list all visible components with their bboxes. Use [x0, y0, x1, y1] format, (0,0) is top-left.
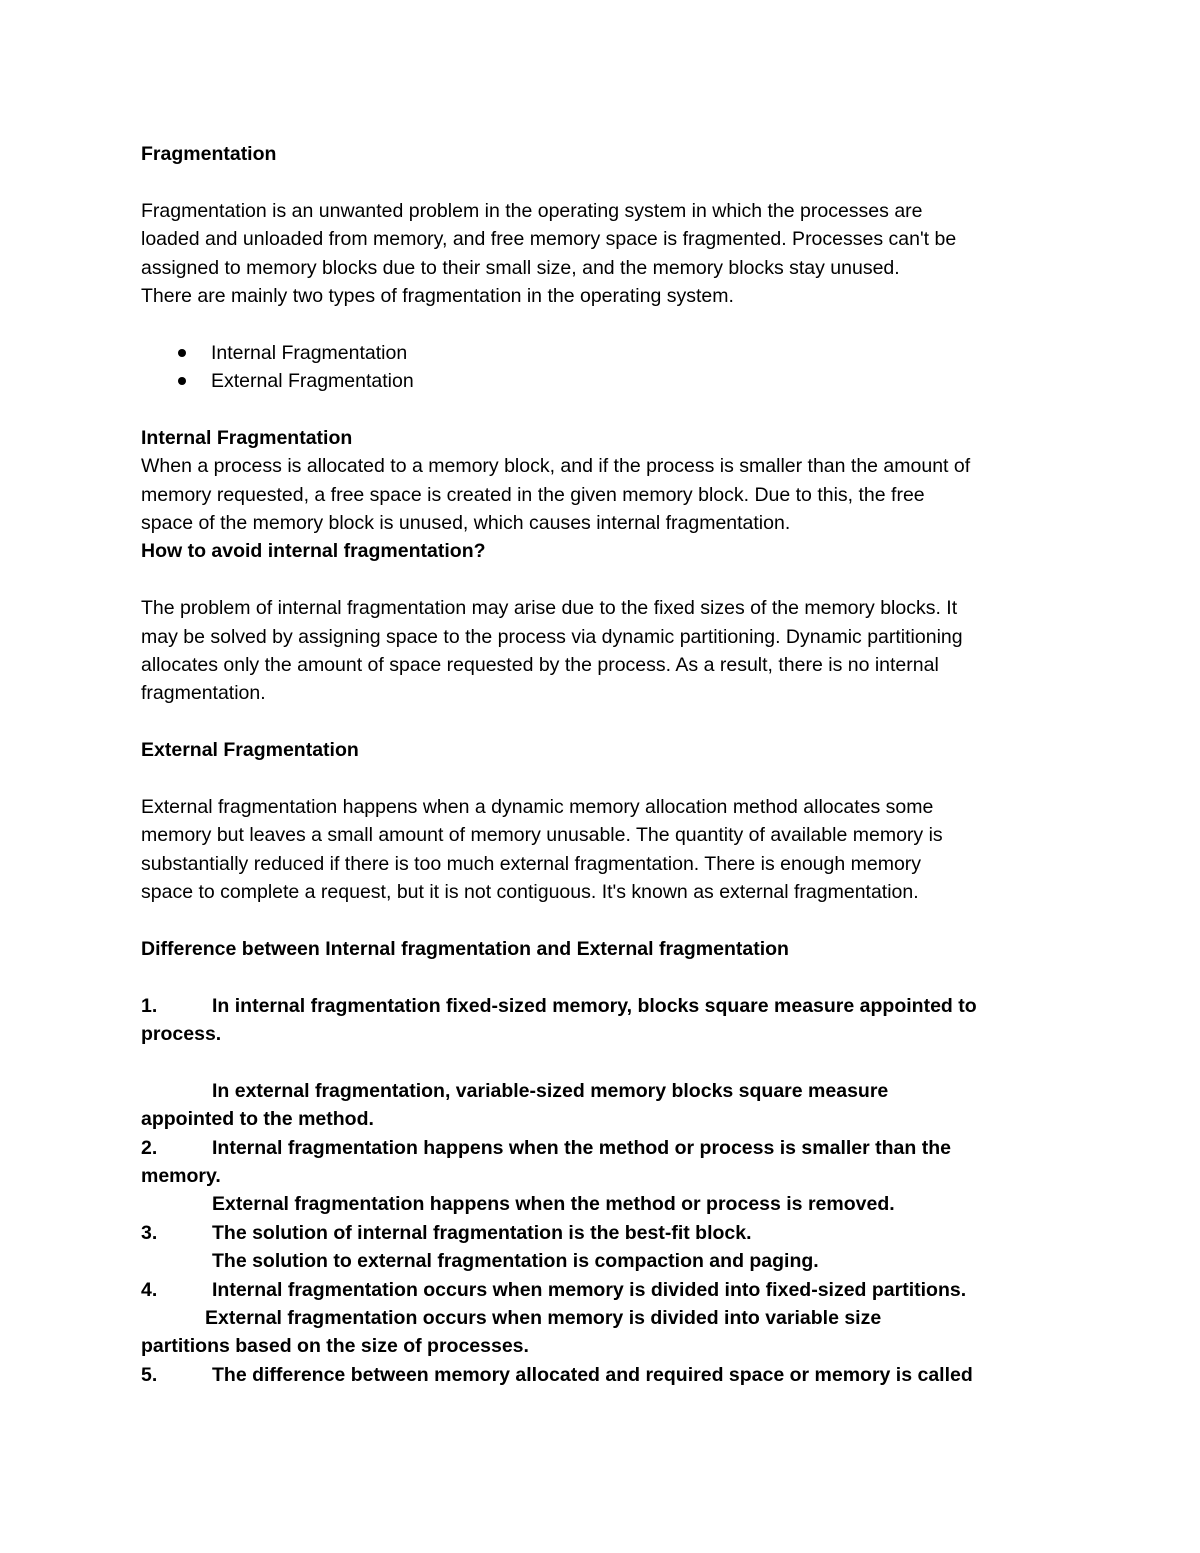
external-line: memory but leaves a small amount of memory unusable. The quantity of available memory is	[141, 824, 943, 847]
intro-line: There are mainly two types of fragmentation in the operating system.	[141, 284, 734, 307]
external-heading: External Fragmentation	[141, 739, 359, 762]
list-item-external: The solution to external fragmentation is compaction and paging.	[212, 1250, 819, 1273]
intro-paragraph	[141, 197, 1066, 311]
external-paragraph	[141, 793, 1066, 907]
fragmentation-types-list	[141, 339, 1066, 396]
list-item: Internal Fragmentation	[141, 339, 1066, 367]
avoid-line: may be solved by assigning space to the process via dynamic partitioning. Dynamic partitioning	[141, 625, 963, 648]
document-content	[141, 140, 1066, 1389]
item-number: 2.	[141, 1136, 158, 1159]
intro-line: assigned to memory blocks due to their small size, and the memory blocks stay unused.	[141, 256, 900, 279]
list-item: 3. The solution of internal fragmentation is the best-fit block.	[141, 1219, 1066, 1247]
item-number: 3.	[141, 1221, 158, 1244]
list-item-external: In external fragmentation, variable-sized memory blocks square measure	[212, 1079, 889, 1102]
intro-line: Fragmentation is an unwanted problem in the operating system in which the processes are	[141, 199, 923, 222]
avoid-internal-heading: How to avoid internal fragmentation?	[141, 540, 486, 563]
list-item-external: External fragmentation occurs when memory is divided into variable size	[205, 1307, 882, 1330]
intro-line: loaded and unloaded from memory, and free memory space is fragmented. Processes can't be	[141, 228, 957, 251]
list-item: 1. In internal fragmentation fixed-sized memory, blocks square measure appointed to	[141, 992, 1066, 1020]
list-item-continued: process.	[141, 1023, 222, 1046]
avoid-line: fragmentation.	[141, 682, 266, 705]
internal-line: space of the memory block is unused, which causes internal fragmentation.	[141, 512, 791, 535]
internal-line: memory requested, a free space is created in the given memory block. Due to this, the free	[141, 483, 925, 506]
avoid-internal-paragraph	[141, 594, 1066, 708]
internal-line: When a process is allocated to a memory block, and if the process is smaller than the amount of	[141, 455, 971, 478]
list-item: 5. The difference between memory allocated and required space or memory is called	[141, 1361, 1066, 1389]
list-item-continued: partitions based on the size of processes.	[141, 1335, 529, 1358]
bullet-icon	[178, 349, 186, 357]
list-item-external: External fragmentation happens when the method or process is removed.	[212, 1193, 895, 1216]
item-number: 1.	[141, 994, 158, 1017]
item-number: 5.	[141, 1363, 158, 1386]
list-item: External Fragmentation	[141, 367, 1066, 395]
page-title: Fragmentation	[141, 143, 277, 165]
internal-heading: Internal Fragmentation	[141, 426, 353, 449]
item-number: 4.	[141, 1278, 158, 1301]
avoid-line: The problem of internal fragmentation may arise due to the fixed sizes of the memory blocks. It	[141, 597, 958, 620]
list-item: 2. Internal fragmentation happens when the method or process is smaller than the	[141, 1134, 1066, 1162]
avoid-line: allocates only the amount of space requested by the process. As a result, there is no internal	[141, 654, 939, 677]
internal-paragraph	[141, 452, 1066, 537]
list-item-continued: memory.	[141, 1165, 221, 1188]
list-item-continued: appointed to the method.	[141, 1108, 374, 1131]
external-line: External fragmentation happens when a dynamic memory allocation method allocates some	[141, 795, 934, 818]
external-line: substantially reduced if there is too much external fragmentation. There is enough memory	[141, 852, 922, 875]
difference-list	[141, 992, 1066, 1389]
list-item: 4. Internal fragmentation occurs when memory is divided into fixed-sized partitions.	[141, 1276, 1066, 1304]
external-line: space to complete a request, but it is not contiguous. It's known as external fragmentation.	[141, 881, 919, 904]
bullet-icon	[178, 377, 186, 385]
difference-heading: Difference between Internal fragmentation and External fragmentation	[141, 937, 789, 960]
